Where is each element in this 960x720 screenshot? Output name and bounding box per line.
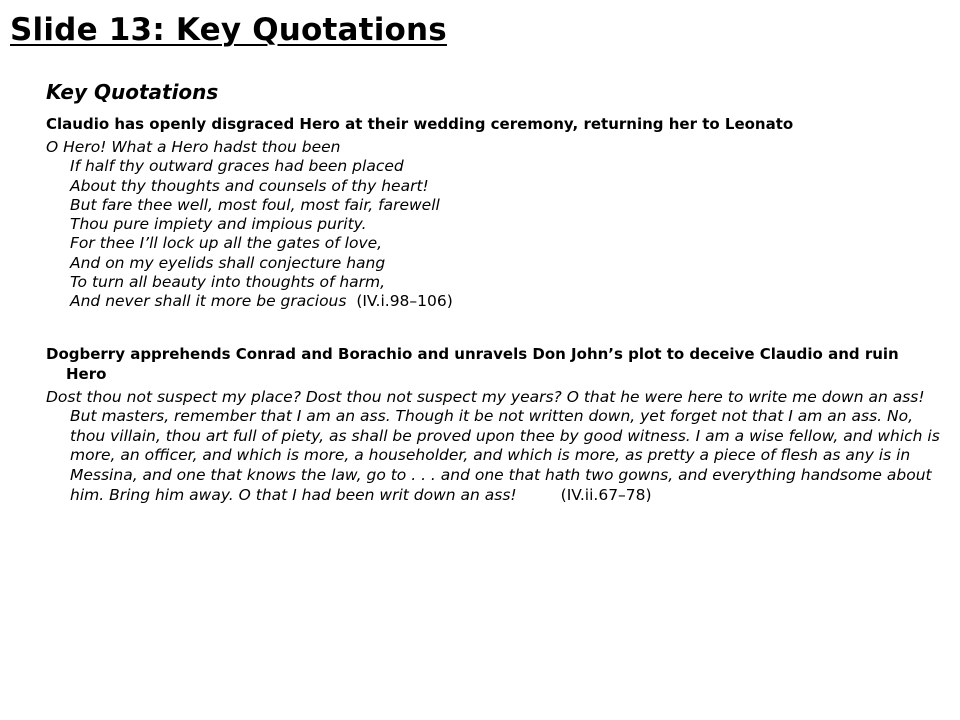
quote1-last-line-text: And never shall it more be gracious <box>70 292 347 311</box>
quote2-body: Dost thou not suspect my place? Dost thou not suspect my years? O that he were here to write me down an ass! But masters, remember that I am an ass. Though it be not written down, yet forget not that I am an ass. No, thou villain, thou art full of piety, as shall be proved upon thee by good witness. I am a wise fellow, and which is more, an officer, and which is more, a householder, and which is more, as pretty a piece of flesh as any is in Messina, and one that knows the law, go to . . . and one that hath two gowns, and everything handsome about him. Bring him away. O that I had been writ down an ass! <box>46 387 940 504</box>
quote1-line: And on my eyelids shall conjecture hang <box>70 253 386 272</box>
quote2-intro: Dogberry apprehends Conrad and Borachio and unravels Don John’s plot to deceive Claudio and ruin Hero <box>46 344 899 383</box>
quote1-line: About thy thoughts and counsels of thy heart! <box>70 176 429 195</box>
quote2-text <box>46 388 952 506</box>
quote1-last-line <box>46 292 926 311</box>
quote1-first-line: O Hero! What a Hero hadst thou been <box>46 138 341 156</box>
section-spacer <box>46 312 926 344</box>
quote2-citation: (IV.ii.67–78) <box>560 485 652 504</box>
slide-content <box>46 80 940 505</box>
slide-title: Slide 13: Key Quotations <box>10 12 447 48</box>
quote1-line: For thee I’ll lock up all the gates of love, <box>70 234 383 253</box>
quote1-line: If half thy outward graces had been placed <box>70 157 404 176</box>
quote1-citation: (IV.i.98–106) <box>356 292 453 311</box>
quote1-block <box>46 138 926 312</box>
quote1-line: But fare thee well, most foul, most fair, farewell <box>70 195 440 214</box>
quote1-line: To turn all beauty into thoughts of harm, <box>70 273 386 292</box>
section-heading: Key Quotations <box>46 80 219 104</box>
quote1-intro: Claudio has openly disgraced Hero at their wedding ceremony, returning her to Leonato <box>46 115 794 133</box>
quote1-line: Thou pure impiety and impious purity. <box>70 215 367 234</box>
